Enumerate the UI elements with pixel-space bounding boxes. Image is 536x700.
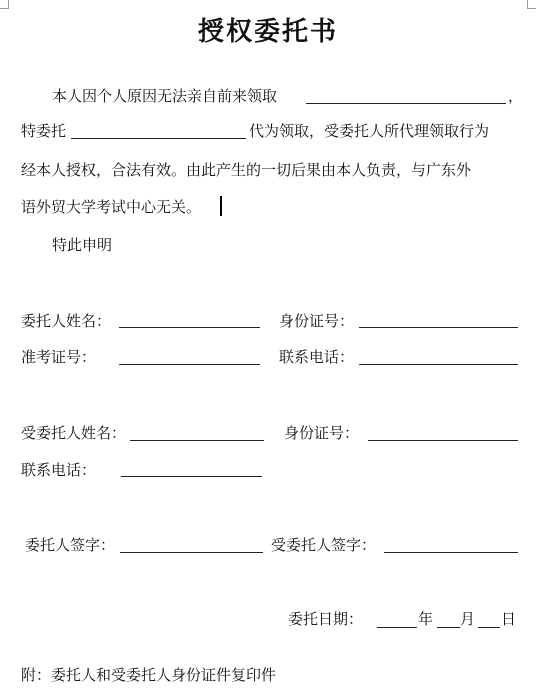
attachment-note: 附：委托人和受委托人身份证件复印件 xyxy=(21,666,277,684)
agent-signature-label: 受委托人签字： xyxy=(271,536,377,554)
principal-phone-field[interactable] xyxy=(359,364,518,365)
date-month-field[interactable] xyxy=(437,627,460,628)
principal-signature-field[interactable] xyxy=(120,552,263,553)
date-label: 委托日期： xyxy=(288,610,364,628)
agent-blank-field[interactable] xyxy=(71,138,246,139)
body-line-2-suffix: 代为领取，受委托人所代理领取行为 xyxy=(249,122,490,140)
date-day-unit: 日 xyxy=(501,610,517,628)
body-line-2-prefix: 特委托 xyxy=(21,122,67,140)
principal-name-label: 委托人姓名： xyxy=(21,312,112,330)
agent-id-field[interactable] xyxy=(368,440,518,441)
agent-phone-label: 联系电话： xyxy=(21,461,97,479)
date-month-unit: 月 xyxy=(460,610,476,628)
body-line-4: 语外贸大学考试中心无关。 xyxy=(21,198,202,216)
page-corner-mark-right xyxy=(527,0,536,9)
principal-signature-label: 委托人签字： xyxy=(25,536,116,554)
document-title: 授权委托书 xyxy=(197,17,338,47)
agent-name-label: 受委托人姓名： xyxy=(21,424,127,442)
principal-phone-label: 联系电话： xyxy=(279,348,355,366)
date-year-unit: 年 xyxy=(418,610,434,628)
principal-id-field[interactable] xyxy=(359,327,518,328)
body-line-1-prefix: 本人因个人原因无法亲自前来领取 xyxy=(52,87,278,105)
agent-signature-field[interactable] xyxy=(384,552,518,553)
body-line-1-suffix: ， xyxy=(508,87,524,105)
principal-exam-no-label: 准考证号： xyxy=(21,348,97,366)
agent-name-field[interactable] xyxy=(130,440,264,441)
page-corner-mark-left xyxy=(0,0,9,9)
body-line-3: 经本人授权，合法有效。由此产生的一切后果由本人负责，与广东外 xyxy=(21,161,472,179)
statement: 特此申明 xyxy=(52,236,113,254)
date-day-field[interactable] xyxy=(478,627,500,628)
principal-name-field[interactable] xyxy=(119,327,260,328)
principal-id-label: 身份证号： xyxy=(279,312,355,330)
agent-phone-field[interactable] xyxy=(121,476,262,477)
date-year-field[interactable] xyxy=(377,627,417,628)
agent-id-label: 身份证号： xyxy=(284,424,360,442)
text-cursor xyxy=(220,196,222,216)
principal-exam-no-field[interactable] xyxy=(119,364,260,365)
item-blank-field[interactable] xyxy=(306,103,506,104)
